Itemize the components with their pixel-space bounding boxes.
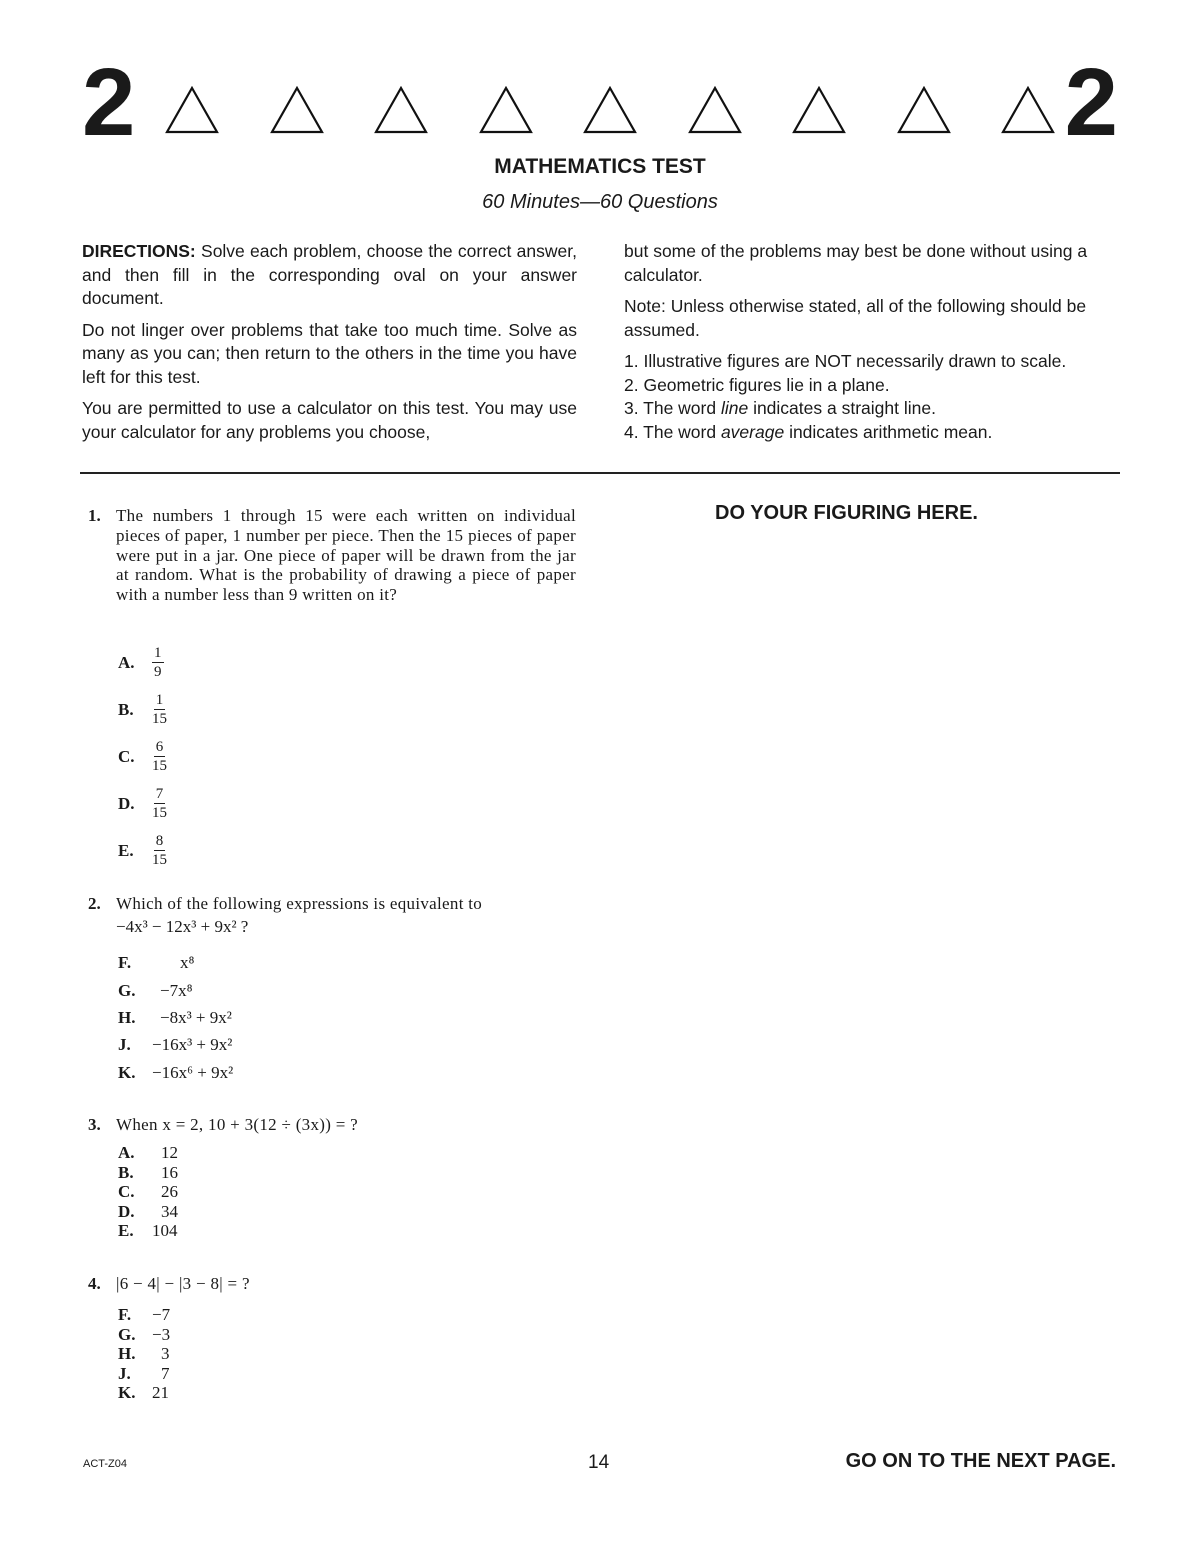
- fraction-denominator: 15: [152, 852, 167, 868]
- choice-label: A.: [118, 652, 135, 672]
- fraction-numerator: 6: [155, 739, 164, 755]
- choice-label: A.: [118, 1143, 135, 1162]
- choice-label: C.: [118, 746, 135, 766]
- directions-paragraph-4: but some of the problems may best be done without using a calculator.: [624, 241, 1088, 285]
- fraction-numerator: 8: [155, 833, 164, 849]
- question-3: [88, 1115, 576, 1135]
- answer-choice[interactable]: [118, 1063, 233, 1083]
- answer-choice[interactable]: [118, 739, 167, 774]
- emphasized-term: line: [720, 398, 749, 418]
- choice-fraction: [152, 692, 167, 727]
- next-page-instruction: GO ON TO THE NEXT PAGE.: [845, 1450, 1116, 1472]
- fraction-denominator: 15: [152, 758, 167, 774]
- choice-value: −16x⁶ + 9x²: [152, 1063, 234, 1082]
- choice-label: E.: [118, 1221, 134, 1240]
- answer-choice[interactable]: [118, 786, 167, 821]
- choice-value: 104: [152, 1221, 178, 1240]
- choice-fraction: [152, 739, 167, 774]
- question-4: [88, 1274, 576, 1294]
- choice-label: D.: [118, 793, 135, 813]
- triangle-icon: [792, 86, 846, 134]
- directions-left-column: [82, 240, 577, 452]
- emphasized-term: average: [720, 421, 785, 442]
- form-code: ACT-Z04: [83, 1458, 128, 1470]
- directions-text-1: Solve each problem, choose the correct answer, and then fill in the corresponding oval on your answer document.: [82, 241, 577, 308]
- question-text: The numbers 1 through 15 were each written on individual pieces of paper, 1 number per piece. Then the 15 pieces of paper were put in a jar. One piece of paper will be drawn from the jar at random. What is the probability of drawing a piece of paper with a number less than 9 written on it?: [116, 506, 576, 605]
- choice-label: J.: [118, 1364, 131, 1383]
- answer-choice[interactable]: [118, 1344, 170, 1364]
- choice-label: D.: [118, 1202, 135, 1221]
- choice-value: 21: [152, 1383, 169, 1402]
- choice-label: E.: [118, 840, 134, 860]
- answer-choice[interactable]: [118, 1202, 178, 1222]
- question-text: When x = 2, 10 + 3(12 ÷ (3x)) = ?: [116, 1115, 359, 1134]
- answer-choice[interactable]: [118, 1163, 178, 1183]
- choice-value: −7: [152, 1305, 171, 1324]
- question-number: 2.: [88, 894, 101, 913]
- answer-choice[interactable]: [118, 1364, 170, 1384]
- triangle-icon: [270, 86, 324, 134]
- choice-value: x⁸: [180, 953, 195, 972]
- test-subtitle: 60 Minutes—60 Questions: [482, 191, 718, 213]
- note-item: 4. The word average indicates arithmetic mean.: [624, 421, 993, 442]
- question-1: [88, 506, 576, 605]
- choice-value: −8x³ + 9x²: [160, 1008, 232, 1027]
- triangle-icon: [583, 86, 637, 134]
- answer-choice[interactable]: [118, 1182, 178, 1202]
- answer-choice[interactable]: [118, 953, 194, 973]
- choice-value: 16: [161, 1163, 178, 1182]
- choice-value: −7x⁸: [160, 981, 193, 1000]
- fraction-denominator: 15: [152, 805, 167, 821]
- fraction-numerator: 7: [155, 786, 164, 802]
- note-item: 2. Geometric figures lie in a plane.: [624, 374, 890, 395]
- choice-value: 12: [161, 1143, 178, 1162]
- fraction-numerator: 1: [155, 692, 164, 708]
- choice-value: −16x³ + 9x²: [152, 1035, 233, 1054]
- section-header: [80, 49, 1120, 156]
- choice-label: B.: [118, 699, 134, 719]
- answer-choice[interactable]: [118, 1221, 178, 1241]
- directions-label: DIRECTIONS:: [82, 241, 196, 261]
- choice-label: J.: [118, 1035, 131, 1054]
- choice-fraction: [152, 786, 167, 821]
- directions-note-list: [624, 350, 1119, 444]
- question-text: |6 − 4| − |3 − 8| = ?: [116, 1274, 250, 1293]
- answer-choice[interactable]: [118, 692, 167, 727]
- question-2: [88, 894, 576, 937]
- directions-right-column: [624, 240, 1119, 444]
- choice-label: F.: [118, 953, 132, 972]
- choice-fraction: [152, 833, 167, 868]
- directions-paragraph-1: [82, 240, 577, 311]
- answer-choice[interactable]: [118, 1143, 178, 1163]
- section-number-right: 2: [1064, 49, 1116, 156]
- answer-choice[interactable]: [118, 1325, 170, 1345]
- section-number-left: 2: [82, 49, 134, 156]
- figuring-label: DO YOUR FIGURING HERE.: [715, 502, 978, 524]
- section-divider: [80, 472, 1120, 474]
- choice-value: −3: [152, 1325, 171, 1344]
- directions-paragraph-2: Do not linger over problems that take too much time. Solve as many as you can; then return to the others in the time you have left for this test.: [82, 319, 577, 387]
- answer-choice[interactable]: [118, 1035, 232, 1055]
- answer-choice[interactable]: [118, 1008, 232, 1028]
- question-number: 3.: [88, 1115, 101, 1134]
- choice-value: 34: [161, 1202, 178, 1221]
- question-number: 4.: [88, 1274, 101, 1293]
- question-text: Which of the following expressions is equivalent to: [116, 894, 483, 913]
- triangle-row: [165, 86, 1055, 136]
- directions-paragraph-3: You are permitted to use a calculator on this test. You may use your calculator for any problems you choose,: [82, 398, 577, 442]
- fraction-denominator: 15: [152, 711, 167, 727]
- choice-label: B.: [118, 1163, 134, 1182]
- fraction-numerator: 1: [154, 645, 162, 661]
- triangle-icon: [897, 86, 951, 134]
- choice-label: K.: [118, 1383, 136, 1402]
- test-title: MATHEMATICS TEST: [494, 155, 706, 178]
- choice-label: G.: [118, 1325, 136, 1344]
- note-item: 3. The word line indicates a straight line.: [624, 398, 936, 418]
- triangle-icon: [479, 86, 533, 134]
- triangle-icon: [1001, 86, 1055, 134]
- choice-label: G.: [118, 981, 136, 1000]
- answer-choice[interactable]: [118, 1305, 170, 1325]
- choice-fraction: [152, 645, 164, 680]
- choice-label: C.: [118, 1182, 135, 1201]
- choice-value: 7: [161, 1364, 170, 1383]
- triangle-icon: [688, 86, 742, 134]
- choice-label: F.: [118, 1305, 132, 1324]
- page-number: 14: [588, 1452, 610, 1473]
- triangle-icon: [165, 86, 219, 134]
- note-item: 1. Illustrative figures are NOT necessarily drawn to scale.: [624, 351, 1067, 371]
- answer-choice[interactable]: [118, 833, 167, 868]
- answer-choice[interactable]: [118, 1383, 169, 1403]
- choice-label: K.: [118, 1063, 136, 1082]
- answer-choice[interactable]: [118, 981, 193, 1001]
- choice-label: H.: [118, 1344, 136, 1363]
- question-expression: −4x³ − 12x³ + 9x² ?: [116, 917, 249, 936]
- choice-value: 26: [161, 1182, 178, 1201]
- fraction-denominator: 9: [154, 664, 162, 680]
- answer-choice[interactable]: [118, 645, 164, 680]
- directions-note-intro: Note: Unless otherwise stated, all of the following should be assumed.: [624, 296, 1087, 340]
- question-number: 1.: [88, 506, 101, 525]
- choice-label: H.: [118, 1008, 136, 1027]
- choice-value: 3: [161, 1344, 170, 1363]
- triangle-icon: [374, 86, 428, 134]
